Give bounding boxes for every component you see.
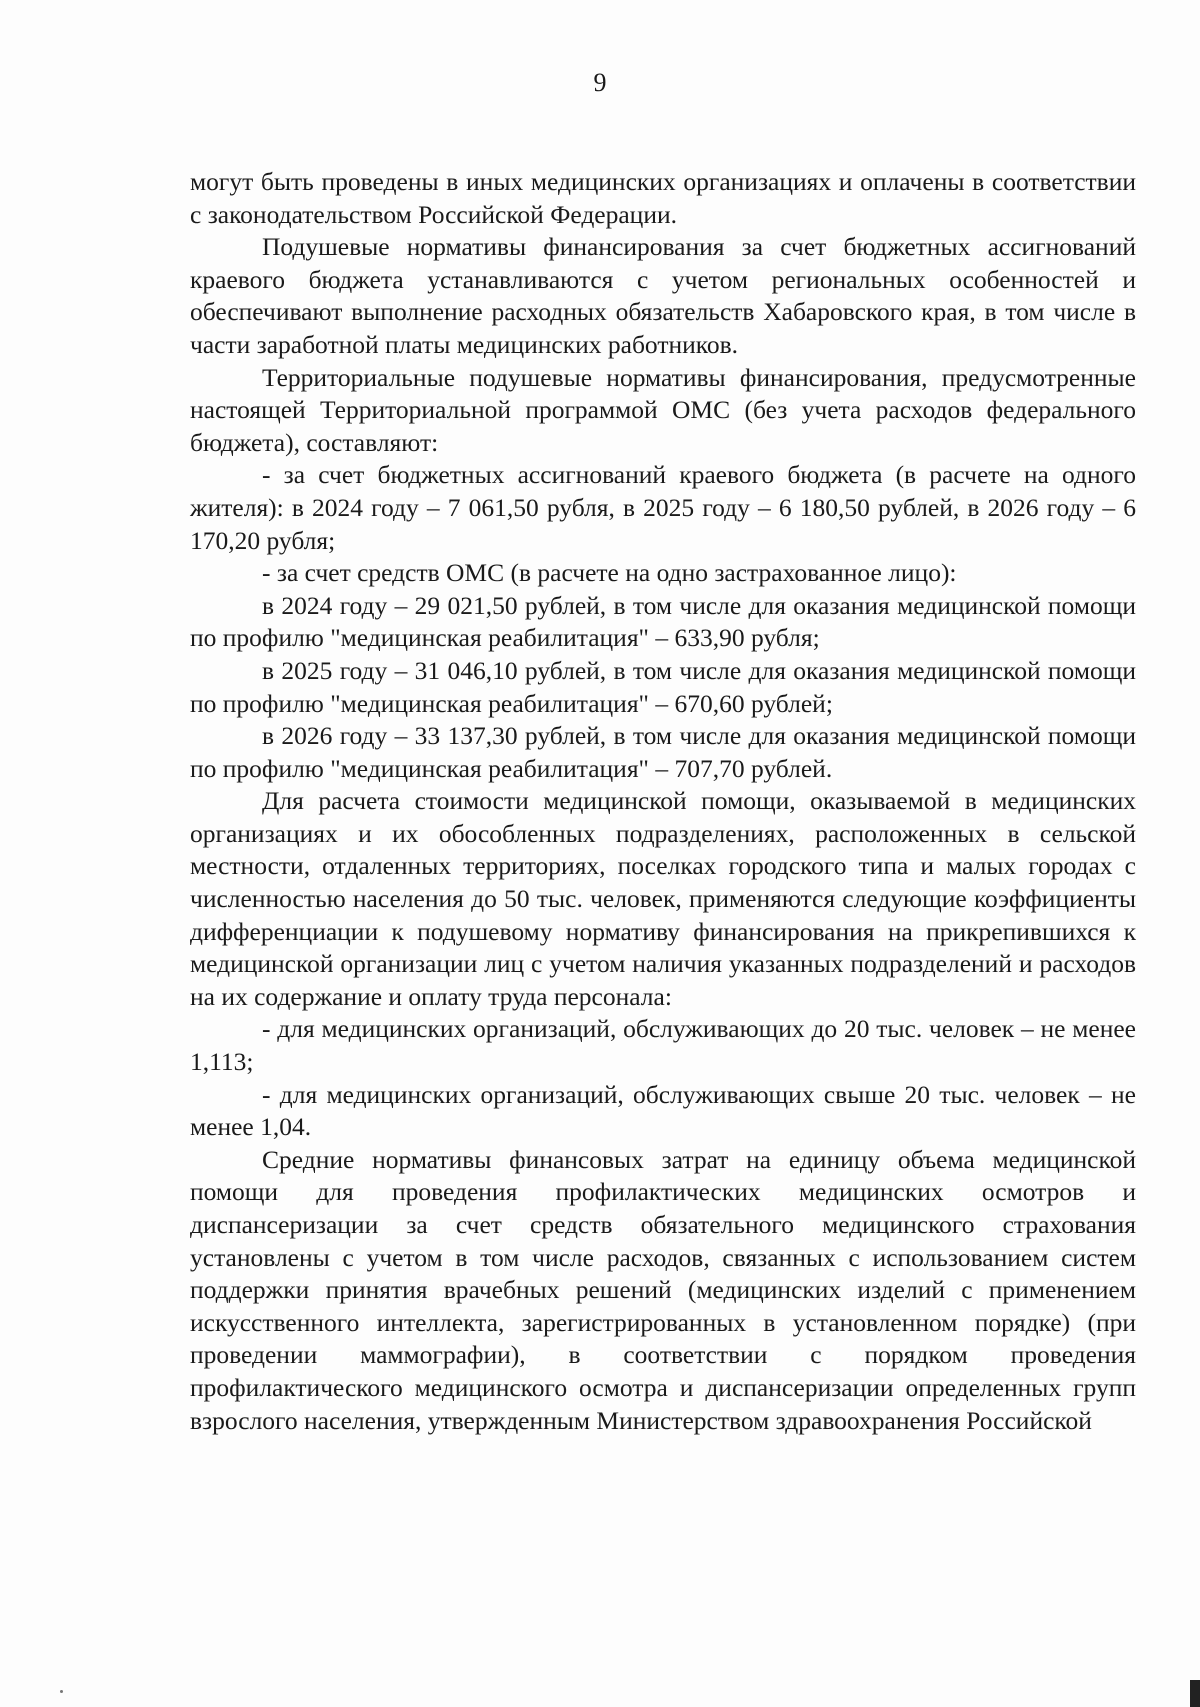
paragraph: в 2026 году – 33 137,30 рублей, в том числе для оказания медицинской помощи по профилю "медицинская реабилитация" – 707,70 рублей.: [190, 721, 1136, 783]
document-body: [190, 166, 1136, 1437]
paragraph: в 2024 году – 29 021,50 рублей, в том числе для оказания медицинской помощи по профилю "медицинская реабилитация" – 633,90 рубля;: [190, 590, 1136, 653]
list-item: - для медицинских организаций, обслуживающих до 20 тыс. человек – не менее 1,113;: [190, 1014, 1136, 1077]
list-item: - за счет средств ОМС (в расчете на одно застрахованное лицо):: [262, 558, 957, 588]
paragraph: Территориальные подушевые нормативы финансирования, предусмотренные настоящей Территориальной программой ОМС (без учета расходов федерального бюджета), составляют:: [190, 362, 1136, 457]
scan-speck: [60, 1690, 63, 1693]
paragraph: Подушевые нормативы финансирования за счет бюджетных ассигнований краевого бюджета устанавливаются с учетом региональных особенностей и обеспечивают выполнение расходных обязательств Хабаровского края, в том числе в части заработной платы медицинских работников.: [190, 232, 1136, 359]
paragraph: могут быть проведены в иных медицинских организациях и оплачены в соответствии с законодательством Российской Федерации.: [190, 167, 1136, 229]
page-number: 9: [593, 68, 607, 97]
paragraph: Для расчета стоимости медицинской помощи, оказываемой в медицинских организациях и их обособленных подразделениях, расположенных в сельской местности, отдаленных территориях, поселках городского типа и малых городах с численностью населения до 50 тыс. человек, применяются следующие коэффициенты дифференциации к подушевому нормативу финансирования на прикрепившихся к медицинской организации лиц с учетом наличия указанных подразделений и расходов на их содержание и оплату труда персонала:: [190, 786, 1136, 1011]
paragraph: Средние нормативы финансовых затрат на единицу объема медицинской помощи для проведения профилактических медицинских осмотров и диспансеризации за счет средств обязательного медицинского страхования установлены с учетом в том числе расходов, связанных с использованием систем поддержки принятия врачебных решений (медицинских изделий с применением искусственного интеллекта, зарегистрированных в установленном порядке) (при проведении маммографии), в соответствии с порядком проведения профилактического медицинского осмотра и диспансеризации определенных групп взрослого населения, утвержденным Министерством здравоохранения Российской: [190, 1144, 1136, 1435]
list-item: - для медицинских организаций, обслуживающих свыше 20 тыс. человек – не менее 1,04.: [190, 1079, 1136, 1142]
list-item: - за счет бюджетных ассигнований краевого бюджета (в расчете на одного жителя): в 2024 году – 7 061,50 рубля, в 2025 году – 6 180,50 рублей, в 2026 году – 6 170,20 рубля;: [190, 460, 1136, 555]
paragraph: в 2025 году – 31 046,10 рублей, в том числе для оказания медицинской помощи по профилю "медицинская реабилитация" – 670,60 рублей;: [190, 655, 1136, 718]
scan-edge-mark: [1190, 1680, 1200, 1707]
